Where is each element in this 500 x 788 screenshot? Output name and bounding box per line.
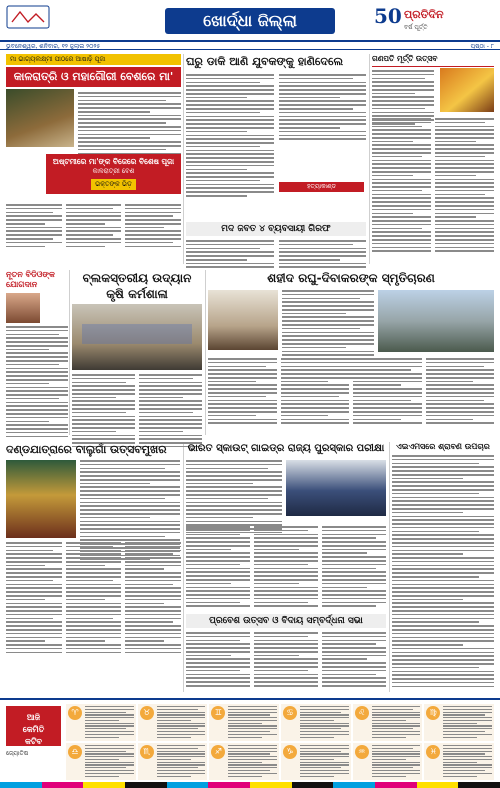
brand-name: ପ୍ରତିଦିନ	[404, 8, 444, 21]
newspaper-brand[interactable]	[374, 2, 494, 36]
secondary-headline[interactable]: ପ୍ରବେଶ ଉତ୍ସବ ଓ ବିଦାୟ ସମ୍ବର୍ଦ୍ଧନା ସଭା	[186, 614, 386, 628]
aquarius-icon: ♒	[355, 745, 369, 759]
story-headline[interactable]: କାଳରାତ୍ରି ଓ ମହାଗୌରୀ ବେଶରେ ମା'	[6, 67, 181, 87]
masthead	[0, 0, 500, 40]
column-divider	[69, 270, 70, 435]
highlight-line: କାଳରାତ୍ରୀ ବେଶ	[92, 167, 135, 175]
section-title-box	[165, 8, 335, 34]
district-emblem-icon	[6, 4, 50, 30]
story-body-columns	[72, 374, 202, 447]
page-number: ପୃଷ୍ଠା - ୮	[470, 43, 494, 50]
column-divider	[369, 54, 370, 264]
zodiac-cell[interactable]	[138, 743, 208, 780]
story-body-columns	[6, 204, 181, 247]
story-headline[interactable]: ଘରୁ ଡାକି ଆଣି ଯୁବକଙ୍କୁ ହାଣିଦେଲେ	[186, 55, 344, 68]
brand-anniversary-number: 50	[374, 4, 402, 28]
story-body	[6, 326, 68, 437]
story-scout-guide[interactable]	[186, 442, 386, 692]
zodiac-cell[interactable]	[281, 704, 351, 741]
highlight-line: ଅଷ୍ଟମୀରେ ମା'ଙ୍କ ବିଜେରେ ବିଶେଷ ପୂଜା	[52, 157, 175, 166]
gemini-icon: ♊	[211, 706, 225, 720]
story-headline[interactable]: ଏଇଏମସରେ ଶ୍ରାବଣ ଉପଚାର	[396, 442, 490, 451]
secondary-headline[interactable]: ମଦ ଜବତ ୪ ବ୍ୟବସାୟୀ ଗିରଫ	[186, 222, 366, 236]
story-murder[interactable]	[186, 54, 366, 264]
story-martyr-memorial[interactable]	[208, 270, 494, 435]
story-kicker: ମା ଭାଗ୍ୟଲକ୍ଷ୍ମୀ ପୀଠରେ ଆଷାଢ଼ି ପୂଜା	[6, 54, 181, 65]
zodiac-cell[interactable]	[424, 743, 494, 780]
leo-icon: ♌	[355, 706, 369, 720]
story-new-bdo[interactable]	[6, 270, 68, 435]
story-photo	[440, 68, 494, 112]
story-headline[interactable]: ବ୍ଲକସ୍ତରୀୟ ଉଦ୍ୟାନ କୃଷି କର୍ମଶାଳା	[82, 271, 192, 301]
story-body-columns	[186, 632, 386, 687]
zodiac-cell[interactable]	[424, 704, 494, 741]
horoscope-label-line: କଟିବ	[25, 737, 42, 746]
story-headline[interactable]: ଦଣ୍ଡଯାତ୍ରାରେ ବାଲୁଗାଁ ଉତ୍ସବମୁଖର	[6, 443, 167, 456]
story-headline[interactable]: ଶହୀଦ ରଘୁ-ଦିବାକରଙ୍କ ସ୍ମୃତିଚାରଣ	[267, 271, 435, 285]
cancer-icon: ♋	[283, 706, 297, 720]
section-title: ଖୋର୍ଦ୍ଧା ଜିଲ୍ଲା	[203, 11, 297, 30]
story-headline[interactable]: ନୂତନ ବିଡିଓଙ୍କ ଯୋଗଦାନ	[6, 270, 55, 289]
story-body	[372, 70, 434, 125]
story-headline[interactable]: ଭାରତ ସ୍କାଉଟ୍ ଗାଇଡ୍‌ର ରାଜ୍ୟ ପୁରସ୍କାର ପରୀକ୍ଷା	[187, 443, 385, 454]
highlight-tag: ଭକ୍ତଙ୍କ ଭିଡ଼	[91, 179, 136, 190]
officer-portrait	[6, 293, 40, 323]
taurus-icon: ♉	[140, 706, 154, 720]
zodiac-cell[interactable]	[353, 743, 423, 780]
horoscope-section	[0, 698, 500, 780]
brand-tagline: ବର୍ଷ ପୂର୍ତ୍ତି	[404, 24, 428, 31]
story-body-columns	[186, 240, 366, 268]
edition-date: ଭୁବନେଶ୍ୱର, ଶନିବାର, ୧୨ ଜୁଲାଇ ୨୦୨୫	[6, 43, 101, 50]
sagittarius-icon: ♐	[211, 745, 225, 759]
horoscope-label	[6, 706, 61, 746]
zodiac-cell[interactable]	[281, 743, 351, 780]
horoscope-label-line: କେମିତି	[22, 725, 45, 734]
story-body	[78, 92, 181, 154]
topic-label: ହତ୍ୟାକାଣ୍ଡ	[279, 182, 364, 192]
story-danda-yatra[interactable]	[6, 442, 181, 692]
story-aiims[interactable]	[392, 442, 494, 692]
story-photo	[208, 290, 278, 350]
zodiac-cell[interactable]	[353, 704, 423, 741]
zodiac-cell[interactable]	[66, 743, 136, 780]
zodiac-cell[interactable]	[138, 704, 208, 741]
story-body	[186, 460, 282, 533]
story-body	[392, 455, 494, 687]
aries-icon: ♈	[68, 706, 82, 720]
pisces-icon: ♓	[426, 745, 440, 759]
virgo-icon: ♍	[426, 706, 440, 720]
capricorn-icon: ♑	[283, 745, 297, 759]
dateline-bar	[0, 40, 500, 50]
story-photo	[72, 304, 202, 370]
story-body-columns	[186, 74, 366, 197]
libra-icon: ♎	[68, 745, 82, 759]
zodiac-cell[interactable]	[209, 704, 279, 741]
story-ganesh-idol[interactable]	[372, 54, 494, 264]
column-divider	[389, 442, 390, 692]
horoscope-byline: ଜ୍ୟୋତିଷ	[6, 750, 29, 757]
column-divider	[205, 270, 206, 435]
column-divider	[183, 54, 184, 264]
horoscope-label-line: ଆଜି	[26, 713, 41, 722]
story-body-columns	[372, 118, 494, 252]
horoscope-grid	[66, 704, 494, 780]
story-body-columns	[6, 542, 181, 653]
story-body-columns	[208, 358, 494, 424]
zodiac-cell[interactable]	[66, 704, 136, 741]
column-divider	[183, 442, 184, 692]
story-photo	[6, 460, 76, 538]
story-photo	[6, 89, 74, 147]
story-headline[interactable]: ଗଣପତି ମୂର୍ତ୍ତି ଉତ୍ସବ	[372, 54, 494, 67]
story-goddess-worship[interactable]	[6, 54, 181, 264]
highlight-box	[46, 154, 181, 194]
story-horticulture-workshop[interactable]	[72, 270, 202, 435]
print-color-bar	[0, 782, 500, 788]
scorpio-icon: ♏	[140, 745, 154, 759]
story-body-columns	[186, 526, 386, 607]
story-photo	[378, 290, 494, 352]
story-photo	[286, 460, 386, 516]
zodiac-cell[interactable]	[209, 743, 279, 780]
